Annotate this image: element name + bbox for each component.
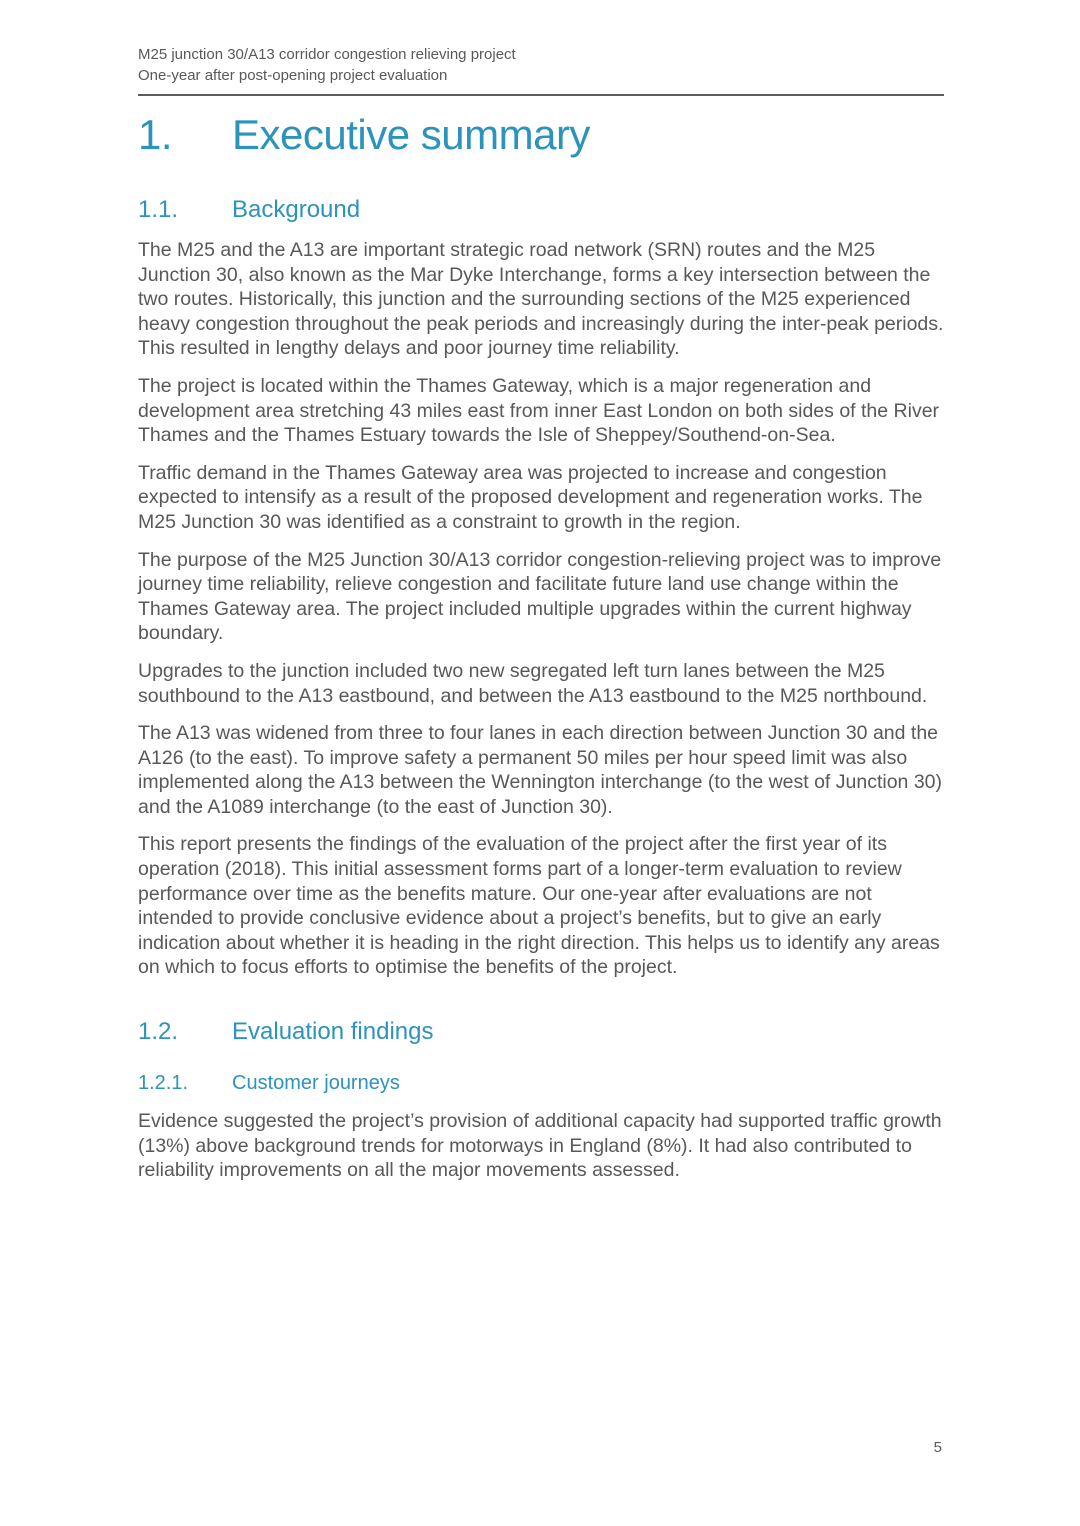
paragraph: The A13 was widened from three to four lanes in each direction between Junction 30 and the A126 (to the east). To improve safety a permanent 50 miles per hour speed limit was also implemented along the A13 between the Wennington interchange (to the west of Junction 30) and the A1089 interchange (to the east of Junction 30).: [138, 722, 943, 818]
running-header-line1: M25 junction 30/A13 corridor congestion relieving project: [138, 46, 516, 63]
subsection-heading-customer-journeys: [138, 1070, 944, 1096]
paragraph: Traffic demand in the Thames Gateway area was projected to increase and congestion expected to intensify as a result of the proposed development and regeneration works. The M25 Junction 30 was identified as a constraint to growth in the region.: [138, 461, 923, 533]
running-header: [138, 44, 944, 96]
chapter-heading: [138, 112, 944, 158]
subsection-number: 1.2.1.: [138, 1072, 189, 1095]
section-number: 1.2.: [138, 1018, 179, 1046]
chapter-title: Executive summary: [232, 111, 590, 158]
paragraph: This report presents the findings of the evaluation of the project after the first year of its operation (2018). This initial assessment forms part of a longer-term evaluation to review performance over time as the benefits mature. Our one-year after evaluations are not intended to provide conclusive evidence about a project’s benefits, but to give an early indication about whether it is heading in the right direction. This helps us to identify any areas on which to focus efforts to optimise the benefits of the project.: [138, 833, 940, 979]
paragraph: The purpose of the M25 Junction 30/A13 corridor congestion-relieving project was to improve journey time reliability, relieve congestion and facilitate future land use change within the Thames Gateway area. The project included multiple upgrades within the current highway boundary.: [138, 548, 942, 645]
running-header-line2: One-year after post-opening project evaluation: [138, 67, 448, 84]
header-rule: [138, 94, 944, 96]
section-heading-background: [138, 195, 944, 225]
page-content: [138, 44, 944, 1183]
paragraph: Upgrades to the junction included two new segregated left turn lanes between the M25 southbound to the A13 eastbound, and between the A13 eastbound to the M25 northbound.: [138, 659, 928, 707]
paragraph: The M25 and the A13 are important strategic road network (SRN) routes and the M25 Junction 30, also known as the Mar Dyke Interchange, forms a key intersection between the two routes. Historically, this junction and the surrounding sections of the M25 experienced heavy congestion throughout the peak periods and increasingly during the inter-peak periods. This resulted in lengthy delays and poor journey time reliability.: [138, 239, 944, 360]
chapter-number: 1.: [138, 111, 173, 158]
paragraph: The project is located within the Thames Gateway, which is a major regeneration and development area stretching 43 miles east from inner East London on both sides of the River Thames and the Thames Estuary towards the Isle of Sheppey/Southend-on-Sea.: [138, 374, 940, 447]
page-number: 5: [933, 1439, 942, 1456]
subsection-title: Customer journeys: [232, 1072, 400, 1095]
section-number: 1.1.: [138, 196, 179, 223]
section-title: Background: [232, 196, 361, 223]
section-title: Evaluation findings: [232, 1018, 434, 1046]
section-heading-evaluation-findings: [138, 1017, 944, 1047]
paragraph: Evidence suggested the project’s provision of additional capacity had supported traffic growth (13%) above background trends for motorways in England (8%). It had also contributed to reliability improvements on all the major movements assessed.: [138, 1110, 942, 1182]
